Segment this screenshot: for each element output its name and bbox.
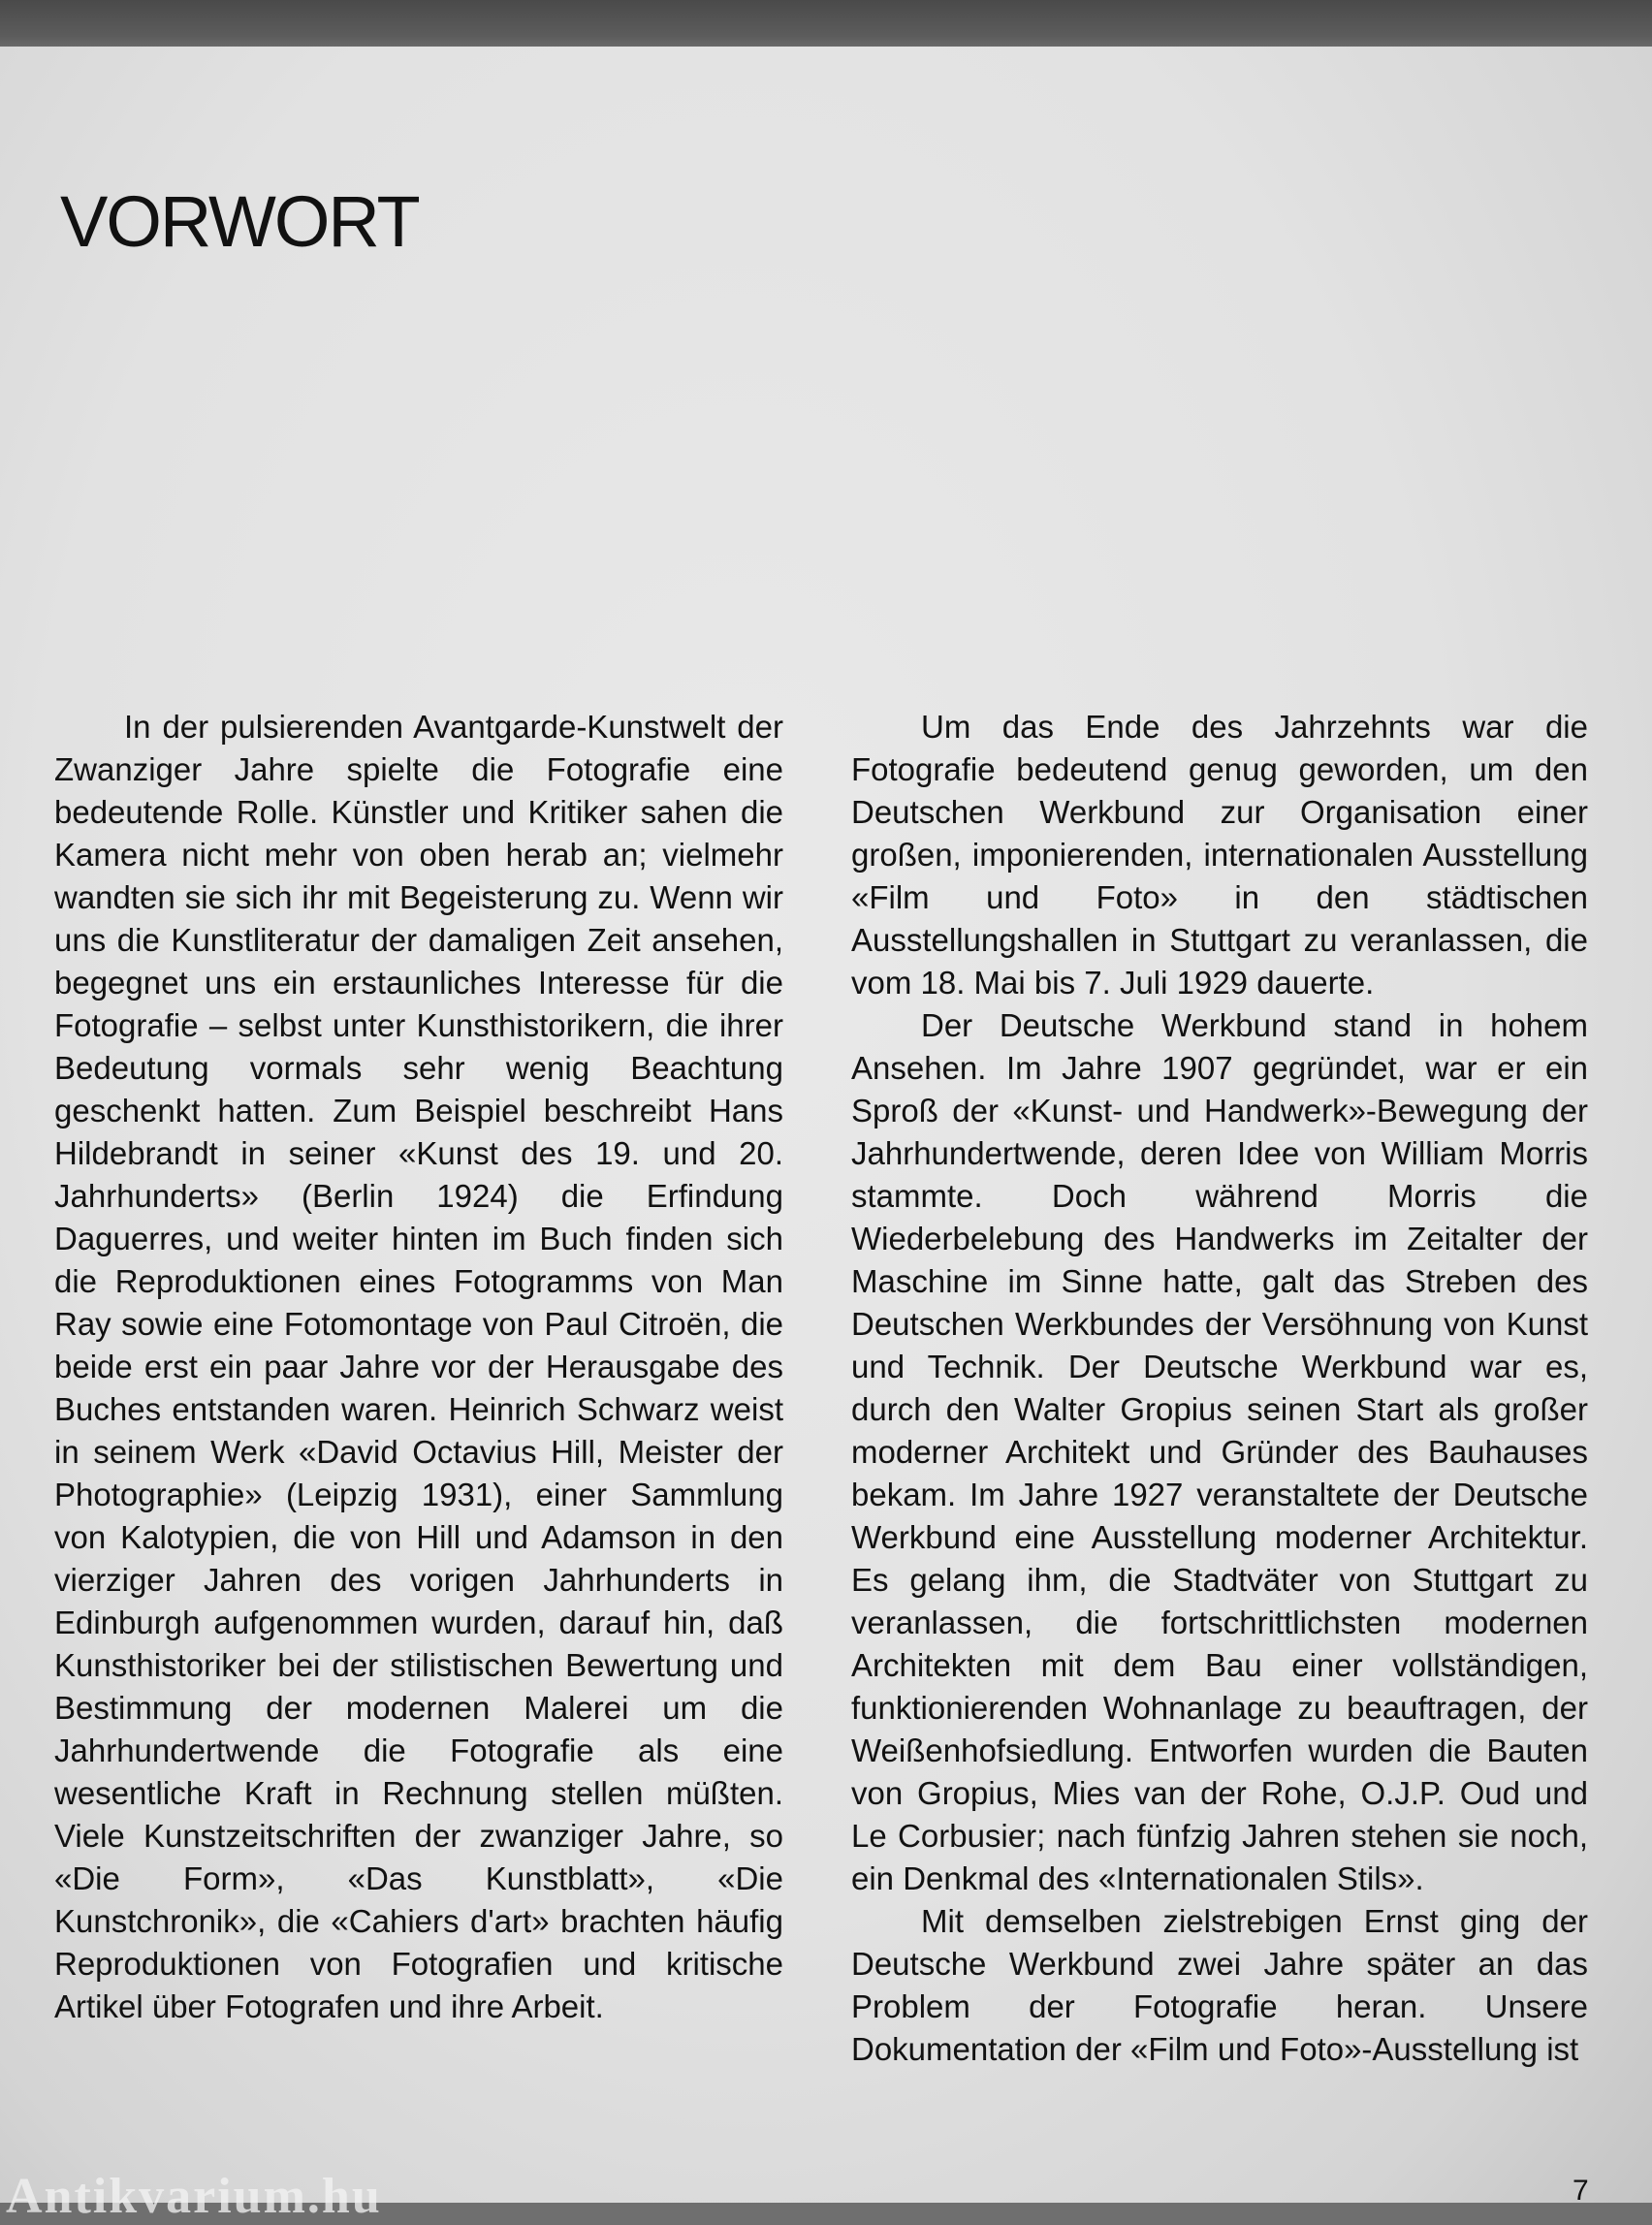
watermark: Antikvarium.hu <box>6 2169 382 2224</box>
page-number: 7 <box>1573 2175 1589 2207</box>
right-text-column <box>851 706 1588 2071</box>
book-page <box>0 47 1652 2207</box>
paragraph: Um das Ende des Jahrzehnts war die Fotografie bedeutend genug geworden, um den Deutschen Werkbund zur Organisation einer großen, imponierenden, internationalen Ausstellung «Film und Foto» in den städtischen Ausstellungshallen in Stuttgart zu veranlassen, die vom 18. Mai bis 7. Juli 1929 dauerte. <box>851 709 1588 1001</box>
page-title: VORWORT <box>60 181 419 262</box>
paragraph: Der Deutsche Werkbund stand in hohem Ansehen. Im Jahre 1907 gegründet, war er ein Sproß der «Kunst- und Handwerk»-Bewegung der Jahrhundertwende, deren Idee von William Morris stammte. Doch während Morris die Wiederbelebung des Handwerks im Zeitalter der Maschine im Sinne hatte, galt das Streben des Deutschen Werkbundes der Versöhnung von Kunst und Technik. Der Deutsche Werkbund war es, durch den Walter Gropius seinen Start als großer moderner Architekt und Gründer des Bauhauses bekam. Im Jahre 1927 veranstaltete der Deutsche Werkbund eine Ausstellung moderner Architektur. Es gelang ihm, die Stadtväter von Stuttgart zu veranlassen, die fortschrittlichsten modernen Architekten mit dem Bau einer vollständigen, funktionierenden Wohnanlage zu beauftragen, der Weißenhofsiedlung. Entworfen wurden die Bauten von Gropius, Mies van der Rohe, O.J.P. Oud und Le Corbusier; nach fünfzig Jahren stehen sie noch, ein Denkmal des «Internationalen Stils». <box>851 1007 1588 1896</box>
paragraph: Mit demselben zielstrebigen Ernst ging der Deutsche Werkbund zwei Jahre später an das Problem der Fotografie heran. Unsere Dokumentation der «Film und Foto»-Ausstellung ist <box>851 1903 1588 2067</box>
paragraph: In der pulsierenden Avantgarde-Kunstwelt der Zwanziger Jahre spielte die Fotografie eine bedeutende Rolle. Künstler und Kritiker sahen die Kamera nicht mehr von oben herab an; vielmehr wandten sie sich ihr mit Begeisterung zu. Wenn wir uns die Kunstliteratur der damaligen Zeit ansehen, begegnet uns ein erstaunliches Interesse für die Fotografie – selbst unter Kunsthistorikern, die ihrer Bedeutung vormals sehr wenig Beachtung geschenkt hatten. Zum Beispiel beschreibt Hans Hildebrandt in seiner «Kunst des 19. und 20. Jahrhunderts» (Berlin 1924) die Erfindung Daguerres, und weiter hinten im Buch finden sich die Reproduktionen eines Fotogramms von Man Ray sowie eine Fotomontage von Paul Citroën, die beide erst ein paar Jahre vor der Herausgabe des Buches entstanden waren. Heinrich Schwarz weist in seinem Werk «David Octavius Hill, Meister der Photographie» (Leipzig 1931), einer Sammlung von Kalotypien, die von Hill und Adamson in den vierziger Jahren des vorigen Jahrhunderts in Edinburgh aufgenommen wurden, darauf hin, daß Kunsthistoriker bei der stilistischen Bewertung und Bestimmung der modernen Malerei um die Jahrhundertwende die Fotografie als eine wesentliche Kraft in Rechnung stellen müßten. Viele Kunstzeitschriften der zwanziger Jahre, so «Die Form», «Das Kunstblatt», «Die Kunstchronik», die «Cahiers d'art» brachten häufig Reproduktionen von Fotografien und kritische Artikel über Fotografen und ihre Arbeit. <box>54 709 783 2024</box>
left-text-column <box>54 706 783 2028</box>
